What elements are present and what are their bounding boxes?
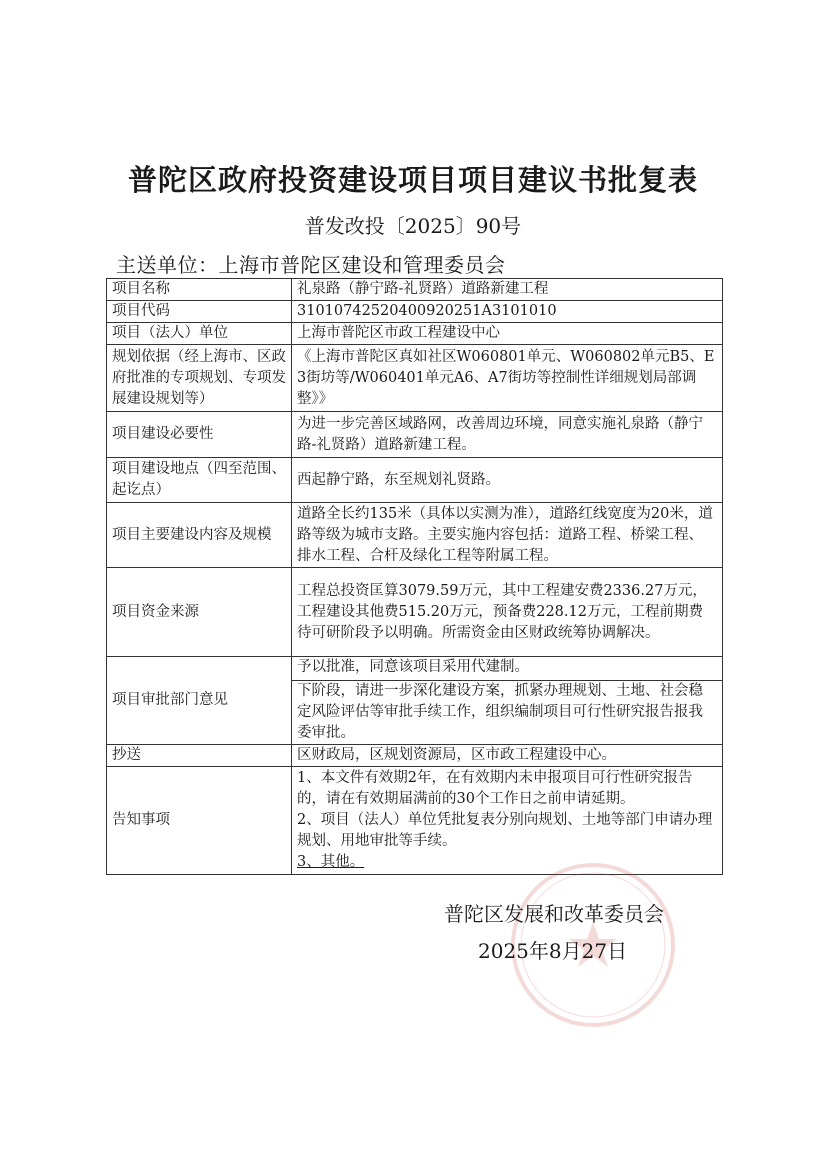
- table-row: [107, 345, 723, 412]
- row-label: 项目资金来源: [107, 568, 292, 657]
- recipient-line: 主送单位：上海市普陀区建设和管理委员会: [116, 253, 506, 277]
- row-label: 规划依据（经上海市、区政府批准的专项规划、专项发展建设规划等）: [107, 345, 292, 412]
- row-label: 抄送: [107, 745, 292, 767]
- table-row: [107, 767, 723, 875]
- document-number: 普发改投〔2025〕90号: [304, 214, 522, 238]
- table-row: [107, 568, 723, 657]
- row-value: 区财政局，区规划资源局，区市政工程建设中心。: [292, 745, 723, 767]
- row-value: 礼泉路（静宁路-礼贤路）道路新建工程: [292, 279, 723, 301]
- row-value: 为进一步完善区域路网，改善周边环境，同意实施礼泉路（静宁路-礼贤路）道路新建工程。: [292, 412, 723, 458]
- row-label: 项目名称: [107, 279, 292, 301]
- row-value: 道路全长约135米（具体以实测为准），道路红线宽度为20米，道路等级为城市支路。主要实施内容包括：道路工程、桥梁工程、排水工程、合杆及绿化工程等附属工程。: [292, 503, 723, 568]
- row-label: 项目建设地点（四至范围、起讫点）: [107, 458, 292, 503]
- table-row: [107, 745, 723, 767]
- issuer-name: 普陀区发展和改革委员会: [444, 902, 664, 926]
- document-title: 普陀区政府投资建设项目项目建议书批复表: [127, 163, 698, 197]
- row-label: 项目主要建设内容及规模: [107, 503, 292, 568]
- table-row: [107, 412, 723, 458]
- row-label: 项目建设必要性: [107, 412, 292, 458]
- table-row: [107, 301, 723, 323]
- table-row: [107, 503, 723, 568]
- table-row: [107, 323, 723, 345]
- opinion-approval: 予以批准，同意该项目采用代建制。: [292, 657, 722, 681]
- table-row: [107, 657, 723, 745]
- table-row: [107, 458, 723, 503]
- row-label: 项目（法人）单位: [107, 323, 292, 345]
- row-value: 上海市普陀区市政工程建设中心: [292, 323, 723, 345]
- table-row: [107, 279, 723, 301]
- row-label: 告知事项: [107, 767, 292, 875]
- issue-date: 2025年8月27日: [478, 939, 628, 963]
- row-value: 工程总投资匡算3079.59万元，其中工程建安费2336.27万元，工程建设其他费515.20万元，预备费228.12万元，工程前期费待可研阶段予以明确。所需资金由区财政统筹协调解决。: [292, 568, 723, 657]
- row-value: 31010742520400920251A3101010: [292, 301, 723, 323]
- row-value: 《上海市普陀区真如社区W060801单元、W060802单元B5、E3街坊等/W060401单元A6、A7街坊等控制性详细规划局部调整》》: [292, 345, 723, 412]
- row-value: [292, 767, 723, 875]
- notice-item: 1、本文件有效期2年，在有效期内未申报项目可行性研究报告的，请在有效期届满前的30个工作日之前申请延期。: [297, 770, 693, 807]
- notice-item: 2、项目（法人）单位凭批复表分别向规划、土地等部门申请办理规划、用地审批等手续。: [297, 812, 713, 849]
- row-value: 西起静宁路，东至规划礼贤路。: [292, 458, 723, 503]
- approval-table: [106, 278, 723, 875]
- notice-item: 3、其他。: [297, 854, 365, 870]
- row-value: [292, 657, 723, 745]
- opinion-next-steps: 下阶段，请进一步深化建设方案，抓紧办理规划、土地、社会稳定风险评估等审批手续工作，组织编制项目可行性研究报告报我委审批。: [297, 683, 703, 741]
- row-label: 项目审批部门意见: [107, 657, 292, 745]
- row-label: 项目代码: [107, 301, 292, 323]
